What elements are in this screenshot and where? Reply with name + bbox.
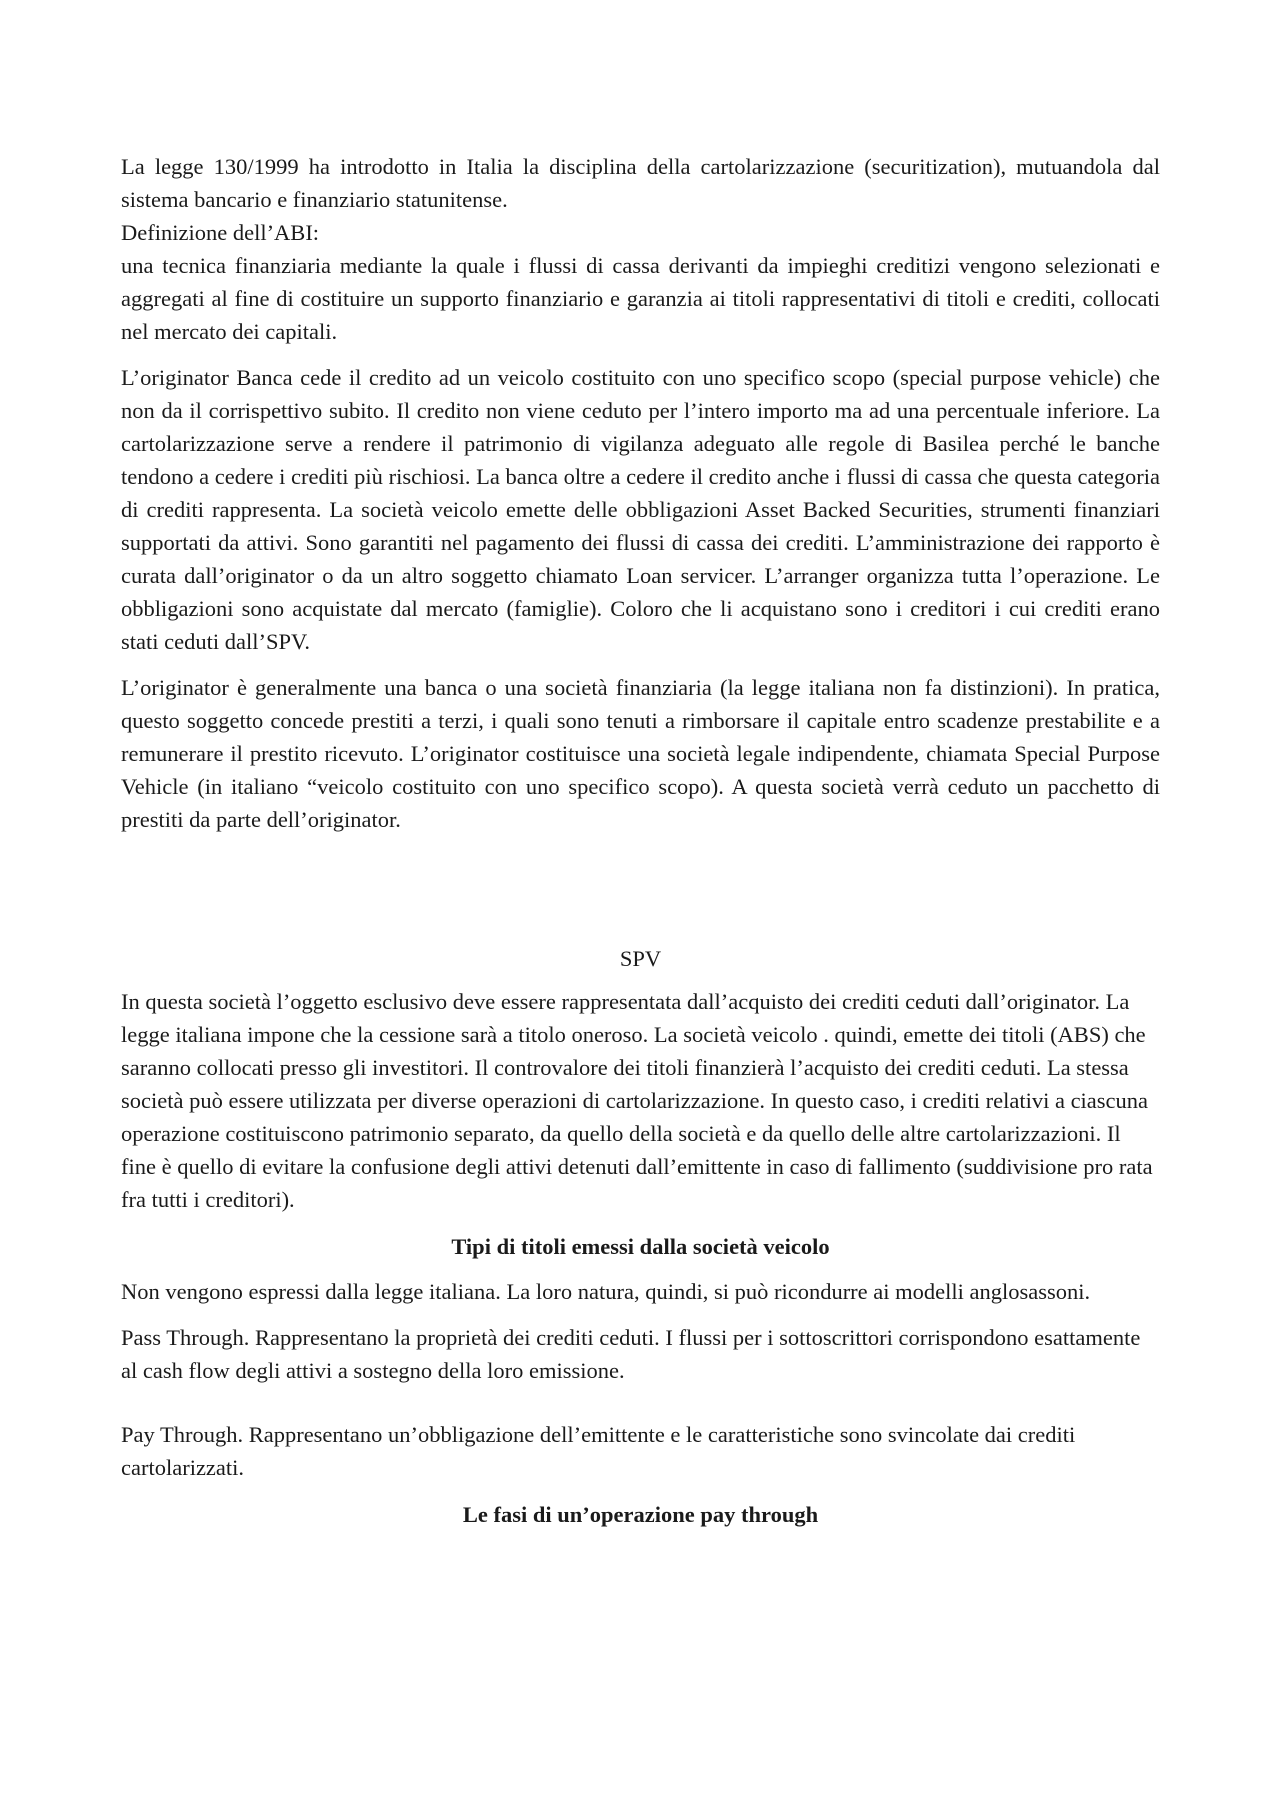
section-title-tipi: Tipi di titoli emessi dalla società veicolo (451, 1234, 830, 1259)
abi-definition-heading: Definizione dell’ABI: (121, 220, 320, 245)
paragraph-originator-generale: L’originator è generalmente una banca o una società finanziaria (la legge italiana non fa distinzioni). In pratica, questo soggetto concede prestiti a terzi, i quali sono tenuti a rimborsare il capitale entro scadenze prestabilite e a remunerare il prestito ricevuto. L’originator costituisce una società legale indipendente, chiamata Special Purpose Vehicle (in italiano “veicolo costituito con uno specifico scopo). A questa società verrà ceduto un pacchetto di prestiti da parte dell’originator. (121, 675, 1160, 832)
document-page (121, 150, 1160, 1531)
paragraph-pass-through: Pass Through. Rappresentano la proprietà dei crediti ceduti. I flussi per i sottoscrittori corrispondono esattamente al cash flow degli attivi a sostegno della loro emissione. (121, 1325, 1141, 1383)
paragraph-pay-through: Pay Through. Rappresentano un’obbligazione dell’emittente e le caratteristiche sono svincolate dai crediti cartolarizzati. (121, 1422, 1076, 1480)
intro-paragraph: La legge 130/1999 ha introdotto in Italia la disciplina della cartolarizzazione (securitization), mutuandola dal sistema bancario e finanziario statunitense. (121, 154, 1160, 212)
paragraph-originator-banca: L’originator Banca cede il credito ad un veicolo costituito con uno specifico scopo (special purpose vehicle) che non da il corrispettivo subito. Il credito non viene ceduto per l’intero importo ma ad una percentuale inferiore. La cartolarizzazione serve a rendere il patrimonio di vigilanza adeguato alle regole di Basilea perché le banche tendono a cedere i crediti più rischiosi. La banca oltre a cedere il credito anche i flussi di cassa che questa categoria di crediti rappresenta. La società veicolo emette delle obbligazioni Asset Backed Securities, strumenti finanziari supportati da attivi. Sono garantiti nel pagamento dei flussi di cassa dei crediti. L’amministrazione dei rapporto è curata dall’originator o da un altro soggetto chiamato Loan servicer. L’arranger organizza tutta l’operazione. Le obbligazioni sono acquistate dal mercato (famiglie). Coloro che li acquistano sono i creditori i cui crediti erano stati ceduti dall’SPV. (121, 365, 1160, 654)
paragraph-tipi-intro: Non vengono espressi dalla legge italiana. La loro natura, quindi, si può ricondurre ai modelli anglosassoni. (121, 1279, 1091, 1304)
section-title-spv: SPV (619, 946, 662, 971)
paragraph-spv: In questa società l’oggetto esclusivo deve essere rappresentata dall’acquisto dei crediti ceduti dall’originator. La legge italiana impone che la cessione sarà a titolo oneroso. La società veicolo . quindi, emette dei titoli (ABS) che saranno collocati presso gli investitori. Il controvalore dei titoli finanzierà l’acquisto dei crediti ceduti. La stessa società può essere utilizzata per diverse operazioni di cartolarizzazione. In questo caso, i crediti relativi a ciascuna operazione costituiscono patrimonio separato, da quello della società e da quello delle altre cartolarizzazioni. Il fine è quello di evitare la confusione degli attivi detenuti dall’emittente in caso di fallimento (suddivisione pro rata fra tutti i creditori). (121, 989, 1153, 1212)
abi-definition-text: una tecnica finanziaria mediante la quale i flussi di cassa derivanti da impieghi creditizi vengono selezionati e aggregati al fine di costituire un supporto finanziario e garanzia ai titoli rappresentativi di titoli e crediti, collocati nel mercato dei capitali. (121, 253, 1160, 344)
section-title-fasi: Le fasi di un’operazione pay through (462, 1502, 819, 1527)
